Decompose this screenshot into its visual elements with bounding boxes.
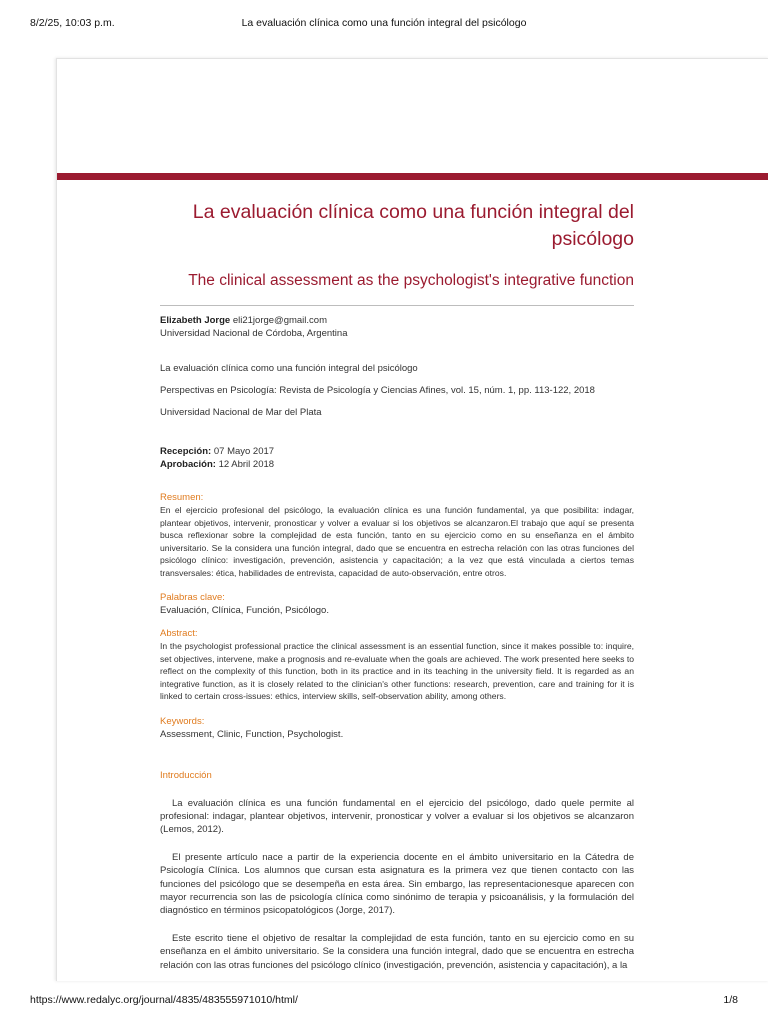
keywords-label: Keywords: (160, 715, 205, 727)
author-email[interactable]: eli21jorge@gmail.com (232, 315, 327, 326)
approval-date: 12 Abril 2018 (218, 459, 275, 470)
page-number: 1/8 (723, 994, 738, 1006)
print-date: 8/2/25, 10:03 p.m. (30, 17, 115, 29)
palabras-section (160, 591, 634, 617)
reception-date: 07 Mayo 2017 (213, 446, 275, 457)
keywords-section (160, 715, 634, 741)
dates-block (160, 445, 634, 471)
approval-label: Aprobación: (160, 459, 216, 470)
intro-heading: Introducción (160, 769, 212, 781)
reception-label: Recepción: (160, 446, 212, 457)
palabras-text: Evaluación, Clínica, Función, Psicólogo. (160, 605, 329, 616)
keywords-text: Assessment, Clinic, Function, Psychologist. (160, 728, 344, 740)
citation-publisher: Universidad Nacional de Mar del Plata (160, 407, 322, 418)
resumen-section (160, 491, 634, 579)
citation-title: La evaluación clínica como una función integral del psicólogo (160, 363, 418, 374)
abstract-label: Abstract: (160, 628, 198, 639)
article-content (160, 199, 634, 972)
article-page (56, 58, 768, 981)
resumen-label: Resumen: (160, 492, 204, 503)
header-band (57, 173, 768, 180)
print-header (0, 17, 768, 31)
abstract-text: In the psychologist professional practice the clinical assessment is an essential function, since it makes possible to: inquire, set objectives, intervene, make a prognosis and re-evaluate when the goals are achieved. The work presented here seeks to reflect on the complexity of this function, both in its practice and in its teaching in the university field. It is regarded as an integrative function, as it is closely related to the clinician's other functions: research, prevention, care and training for it is linked to certain cross-issues: ethics, interview skills, self-observation ability, among others. (160, 641, 634, 701)
author-affiliation: Universidad Nacional de Córdoba, Argentina (160, 328, 348, 339)
abstract-section (160, 627, 634, 703)
article-title-en: The clinical assessment as the psychologist's integrative function (188, 272, 634, 289)
author-block (160, 314, 634, 340)
print-footer (0, 994, 768, 1008)
citation-journal: Perspectivas en Psicología: Revista de Psicología y Ciencias Afines, vol. 15, núm. 1, pp. 113-122, 2018 (160, 385, 595, 396)
intro-paragraph-2: El presente artículo nace a partir de la experiencia docente en el ámbito universitario en la Cátedra de Psicología Clínica. Los alumnos que cursan esta asignatura es la primera vez que tienen contacto con las funciones del psicólogo que se desempeña en esta área. Sin embargo, las representacionesque aparecen con mayor recurrencia son las de psicología clínica como sinónimo de terapia y psicoanálisis, y la formulación del diagnóstico en términos psicopatológicos (Jorge, 2017). (160, 852, 634, 916)
print-url: https://www.redalyc.org/journal/4835/483555971010/html/ (30, 994, 298, 1006)
intro-paragraph-3: Este escrito tiene el objetivo de resaltar la complejidad de esta función, tanto en su ejercicio como en su enseñanza en el ámbito universitario. Se la considera una función integral, dado que se encuentra en estrecha relación con las otras funciones del psicólogo clínico (investigación, prevención, asistencia y capacitación), a la (160, 933, 634, 971)
palabras-label: Palabras clave: (160, 592, 225, 603)
resumen-text: En el ejercicio profesional del psicólogo, la evaluación clínica es una función fundamental, ya que posibilita: indagar, plantear objetivos, intervenir, pronosticar y volver a evaluar si los objetivos se alcanzaron.El trabajo que aquí se presenta busca reflexionar sobre la complejidad de esta función, tanto en su ejercicio como en su enseñanza en el ámbito universitario. Se la considera una función integral, dado que se encuentra en estrecha relación con las otras funciones del psicólogo clínico: investigación, prevención, asistencia y capacitación; a la vez que está vinculada a ciertos temas transversales: ética, habilidades de entrevista, capacidad de auto-observación, entre otros. (160, 505, 634, 578)
intro-paragraph-1: La evaluación clínica es una función fundamental en el ejercicio del psicólogo, dado quele permite al profesional: indagar, plantear objetivos, intervenir, pronosticar y volver a evaluar si los objetivos se alcanzaron (Lemos, 2012). (160, 797, 634, 835)
print-title: La evaluación clínica como una función integral del psicólogo (241, 17, 527, 29)
author-name: Elizabeth Jorge (160, 315, 231, 326)
article-title-es: La evaluación clínica como una función integral del psicólogo (192, 201, 634, 250)
title-divider (160, 305, 634, 306)
citation-block (160, 362, 634, 419)
